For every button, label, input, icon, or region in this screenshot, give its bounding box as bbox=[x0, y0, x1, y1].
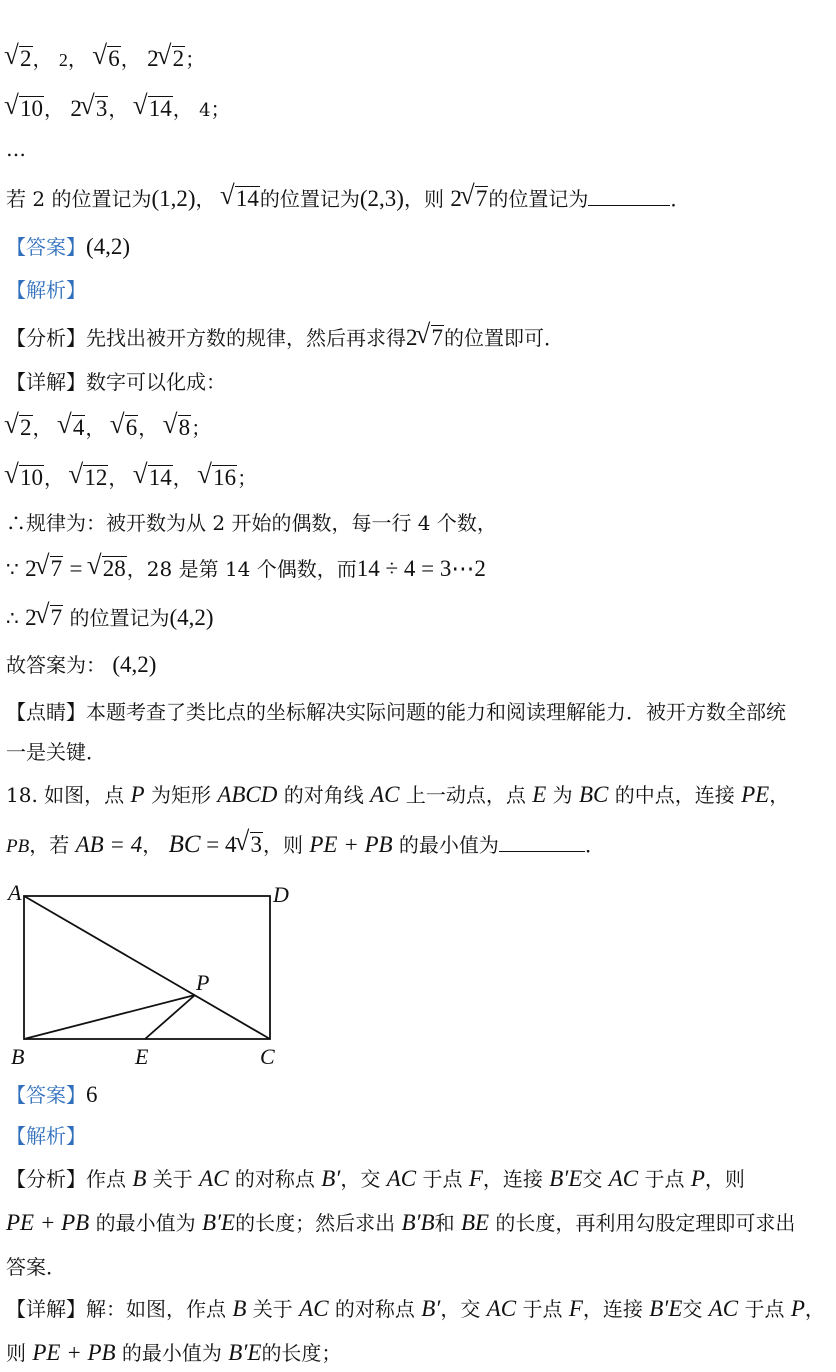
xiangjie-2-line2: 则 PE + PB 的最小值为 B′E的长度； bbox=[6, 1340, 342, 1365]
fenxi-2-line2: PE + PB 的最小值为 B′E的长度；然后求出 B′B和 BE 的长度，再利用勾股定理即可求出 bbox=[6, 1210, 796, 1235]
label-P: P bbox=[196, 970, 210, 995]
dianjing-1-line1: 【点睛】本题考查了类比点的坐标解决实际问题的能力和阅读理解能力．被开方数全部统 bbox=[6, 700, 786, 724]
sqrt-2b: √ 2 bbox=[159, 44, 186, 74]
answer-1: 【答案】(4,2) bbox=[6, 234, 131, 259]
xiangjie-2-line1: 【详解】解：如图，作点 B 关于 AC 的对称点 B′，交 AC 于点 F，连接 B′E交 AC 于点 P， bbox=[6, 1296, 825, 1321]
xiangjie-1: 【详解】数字可以化成： bbox=[6, 370, 226, 394]
ellipsis: … bbox=[6, 137, 26, 161]
analysis-header-1: 【解析】 bbox=[6, 278, 86, 302]
sequence-row-1: √ 2， 2， √ 6， 2√ 2； bbox=[6, 44, 205, 75]
answer-2: 【答案】6 bbox=[6, 1082, 98, 1107]
law-statement: ∴规律为：被开数为从 2 开始的偶数，每一行 4 个数， bbox=[6, 511, 497, 535]
sqrt-2: √ 2 bbox=[6, 44, 33, 74]
number-4: 4 bbox=[199, 100, 211, 121]
fenxi-2-line3: 答案． bbox=[6, 1255, 66, 1279]
sqrt-14: √ 14 bbox=[135, 94, 173, 124]
fenxi-2-line1: 【分析】作点 B 关于 AC 的对称点 B′，交 AC 于点 F，连接 B′E交 AC 于点 P，则 bbox=[6, 1166, 745, 1191]
label-B: B bbox=[11, 1044, 25, 1069]
label-C: C bbox=[260, 1044, 275, 1069]
sqrt-row-2: √ 10， √ 12， √ 14， √ 16； bbox=[6, 463, 257, 493]
fenxi-1: 【分析】先找出被开方数的规律，然后再求得2√ 7的位置即可． bbox=[6, 323, 564, 353]
answer-blank-18 bbox=[499, 833, 585, 852]
question-18-line2: PB，若 AB = 4， BC = 4√ 3，则 PE + PB 的最小值为 ． bbox=[6, 830, 605, 862]
sequence-row-2: √ 10， 2√ 3， √ 14， 4； bbox=[6, 94, 231, 126]
point-1-2: (1,2) bbox=[151, 186, 196, 211]
dianjing-1-line2: 一是关键． bbox=[6, 740, 106, 764]
coef: 2 bbox=[70, 96, 82, 121]
sqrt-6: √ 6 bbox=[94, 44, 121, 74]
label-A: A bbox=[8, 880, 22, 905]
diagonal-AC bbox=[24, 896, 270, 1039]
final-answer-1: 故答案为： (4,2) bbox=[6, 652, 157, 677]
question-17-line: 若 2 的位置记为(1,2)， √ 14的位置记为(2,3)，则 2√ 7的位置记为 ． bbox=[6, 184, 690, 214]
rectangle-diagram bbox=[0, 876, 310, 1076]
answer-blank bbox=[588, 187, 670, 206]
label-E: E bbox=[135, 1044, 149, 1069]
sqrt-7: √ 7 bbox=[462, 184, 489, 214]
point-2-3: (2,3) bbox=[359, 186, 404, 211]
sqrt-10: √ 10 bbox=[6, 94, 44, 124]
analysis-header-2: 【解析】 bbox=[6, 1124, 86, 1148]
sqrt-3: √ 3 bbox=[82, 94, 109, 124]
therefore-line: ∴ 2√ 7 的位置记为(4,2) bbox=[6, 603, 214, 633]
coef: 2 bbox=[450, 186, 462, 211]
number-2: 2 bbox=[58, 50, 68, 70]
label-D: D bbox=[273, 882, 289, 907]
sqrt-14: √ 14 bbox=[222, 184, 260, 214]
coef: 2 bbox=[147, 46, 159, 71]
sqrt-row-1: √ 2， √ 4， √ 6， √ 8； bbox=[6, 413, 211, 443]
because-line: ∵ 2√ 7 = √ 28，28 是第 14 个偶数，而14 ÷ 4 = 3⋯2 bbox=[6, 554, 486, 584]
question-18-line1: 18. 如图，点 P 为矩形 ABCD 的对角线 AC 上一动点，点 E 为 BC 的中点，连接 PE， bbox=[6, 782, 790, 807]
